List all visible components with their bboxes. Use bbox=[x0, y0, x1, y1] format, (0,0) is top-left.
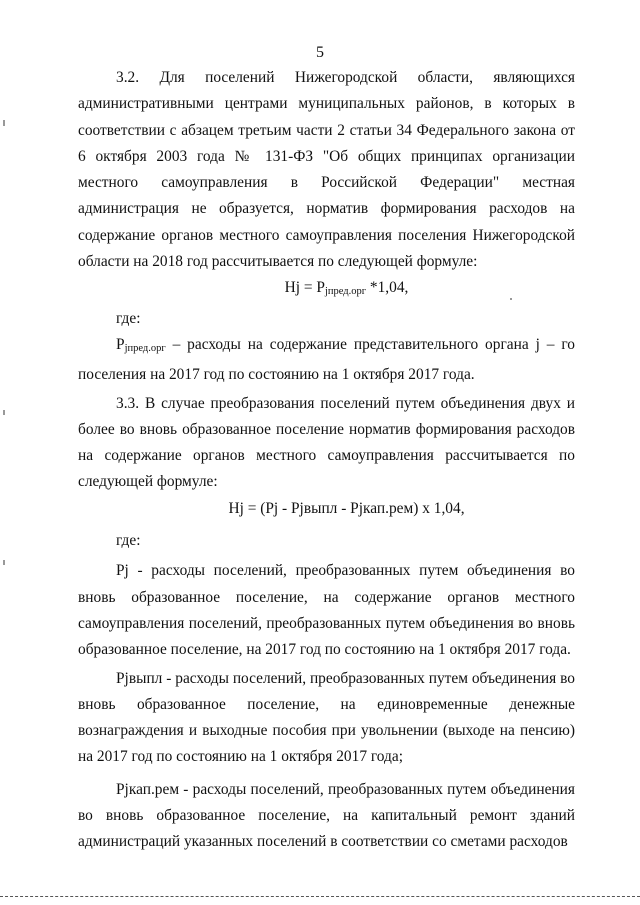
formula-1-subscript: jпред.орг bbox=[324, 286, 367, 298]
formula-1-main: Hj = P bbox=[284, 279, 325, 297]
paragraph-3-2: 3.2. Для поселений Нижегородской области, являющихся административными центрами муниципальных районов, в которых в соответствии с абзацем третьим части 2 статьи 34 Федерального закона от 6 октября 2003 года № 131-ФЗ "Об общих принципах организации местного самоуправления в Российской Федерации" местная администрация не образуется, норматив формирования расходов на содержание органов местного самоуправления поселения Нижегородской области на 2018 год рассчитывается по следующей формуле: bbox=[78, 69, 575, 271]
definition-pj: Pj - расходы поселений, преобразованных путем объединения во вновь образованное поселение, на содержание органов местного самоуправления поселений, преобразованных путем объединения во вновь образованное поселение, на 2017 год по состоянию на 1 октября 2017 года. bbox=[78, 562, 575, 659]
scan-bottom-border bbox=[0, 896, 640, 897]
formula-2: Hj = (Pj - Pjвыпл - Pjкап.рем) х 1,04, bbox=[228, 499, 465, 517]
scan-margin-mark bbox=[3, 410, 5, 415]
definition-symbol: P bbox=[116, 335, 125, 353]
where-label-2: где: bbox=[116, 532, 141, 550]
definition-text: – расходы на содержание представительного органа j – го поселения на 2017 год по состоянию на 1 октября 2017 года. bbox=[78, 335, 575, 384]
paragraph-3-3: 3.3. В случае преобразования поселений путем объединения двух и более во вновь образованное поселение норматив формирования расходов на содержание органов местного самоуправления рассчитывается по следующей формуле: bbox=[78, 394, 575, 491]
page-number: 5 bbox=[316, 44, 324, 61]
scan-margin-mark bbox=[3, 120, 5, 126]
document-body bbox=[78, 65, 575, 856]
definition-p-jpred bbox=[78, 332, 575, 389]
formula-1 bbox=[78, 275, 575, 305]
formula-1-tail: *1,04, bbox=[366, 279, 409, 297]
definition-pj-vypl: Pjвыпл - расходы поселений, преобразованных путем объединения во вновь образованное поселение, на единовременные денежные вознаграждения и выходные пособия при увольнении (выходе на пенсию) на 2017 год по состоянию на 1 октября 2017 года; bbox=[78, 669, 575, 766]
definition-subscript: jпред.орг bbox=[124, 342, 166, 354]
scan-margin-mark bbox=[3, 560, 5, 565]
definition-pj-kaprem: Pjкап.рем - расходы поселений, преобразованных путем объединения во вновь образованное поселение, на капитальный ремонт зданий администраций указанных поселений в соответствии со сметами расходов bbox=[78, 780, 575, 851]
where-label-1: где: bbox=[116, 309, 141, 327]
